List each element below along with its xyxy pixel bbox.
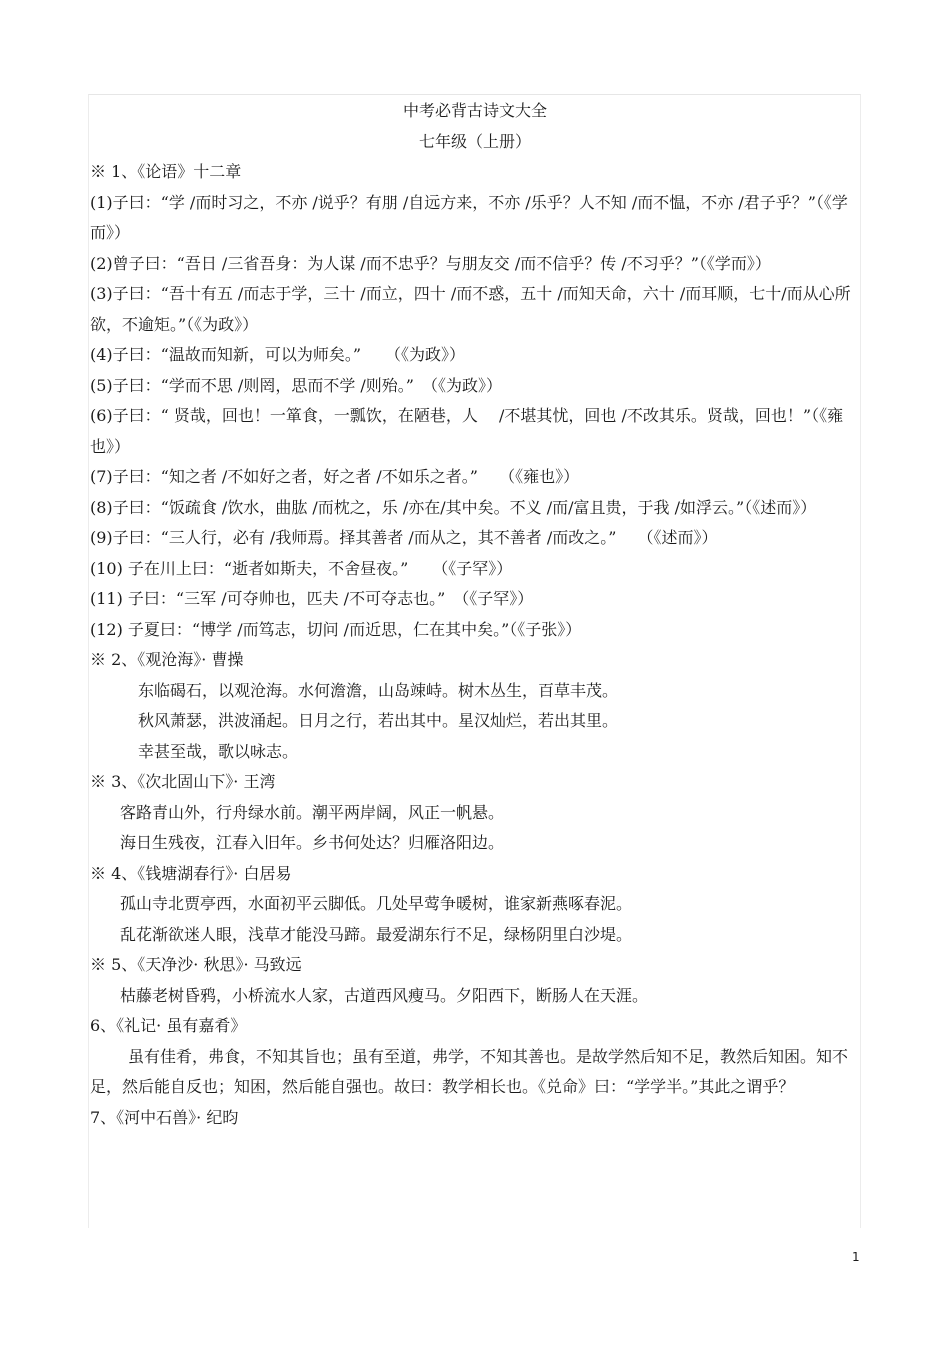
- poem-line: 秋风萧瑟，洪波涌起。日月之行，若出其中。星汉灿烂，若出其里。: [138, 711, 619, 730]
- page-number: 1: [852, 1250, 860, 1264]
- text-line: (2)曾子曰：“吾日 /三省吾身：为人谋 /而不忠乎？与朋友交 /而不信乎？传 /不习乎？”（《学而》）: [90, 253, 771, 273]
- page-title: 中考必背古诗文大全: [402, 101, 547, 120]
- poem-line: 枯藤老树昏鸦，小桥流水人家，古道西风瘦马。夕阳西下，断肠人在天涯。: [120, 985, 649, 1005]
- section-heading: ※ 4、《钱塘湖春行》· 白居易: [90, 863, 292, 883]
- text-line: (10) 子在川上曰：“逝者如斯夫，不舍昼夜。” （《子罕》）: [90, 558, 513, 578]
- poem-line: 幸甚至哉，歌以咏志。: [138, 741, 299, 761]
- section-heading: ※ 3、《次北固山下》· 王湾: [90, 772, 276, 791]
- text-line: (8)子曰：“饭疏食 /饮水，曲肱 /而枕之，乐 /亦在/其中矣。不义 /而/富且贵，于我 /如浮云。”（《述而》）: [90, 497, 817, 517]
- section-heading: 6、《礼记· 虽有嘉肴》: [90, 1016, 247, 1035]
- poem-line: 海日生残夜，江春入旧年。乡书何处达？归雁洛阳边。: [120, 833, 505, 852]
- poem-line: 孤山寺北贾亭西，水面初平云脚低。几处早莺争暖树，谁家新燕啄春泥。: [120, 894, 633, 913]
- text-line: (9)子曰：“三人行，必有 /我师焉。择其善者 /而从之，其不善者 /而改之。” （《述而》）: [90, 528, 718, 547]
- text-line: (7)子曰：“知之者 /不如好之者，好之者 /不如乐之者。” （《雍也》）: [90, 467, 580, 486]
- section-heading: ※ 5、《天净沙· 秋思》· 马致远: [90, 955, 302, 974]
- text-line: (3)子曰：“吾十有五 /而志于学，三十 /而立，四十 /而不惑，五十 /而知天命，六十 /而耳顺，七十/而从心所欲，不逾矩。”（《为政》）: [90, 284, 851, 334]
- poem-line: 客路青山外，行舟绿水前。潮平两岸阔，风正一帆悬。: [120, 802, 505, 822]
- page-subtitle: 七年级（上册）: [418, 131, 531, 151]
- text-line: (6)子曰：“ 贤哉，回也！一箪食，一瓢饮，在陋巷，人 /不堪其忧，回也 /不改其乐。贤哉，回也！”（《雍也》）: [90, 406, 844, 456]
- document-body: [90, 96, 860, 1133]
- text-line: (4)子曰：“温故而知新，可以为师矣。” （《为政》）: [90, 345, 466, 364]
- poem-line: 东临碣石，以观沧海。水何澹澹，山岛竦峙。树木丛生，百草丰茂。: [138, 680, 619, 700]
- text-line: (12) 子夏曰：“博学 /而笃志，切问 /而近思，仁在其中矣。”（《子张》）: [90, 619, 582, 639]
- text-line: (11) 子曰：“三军 /可夺帅也，匹夫 /不可夺志也。” （《子罕》）: [90, 589, 534, 608]
- text-line: (5)子曰：“学而不思 /则罔，思而不学 /则殆。” （《为政》）: [90, 375, 502, 395]
- section-heading: ※ 2、《观沧海》· 曹操: [90, 650, 244, 669]
- prose-paragraph: 虽有佳肴，弗食，不知其旨也；虽有至道，弗学，不知其善也。是故学然后知不足，教然后知困。知不足，然后能自反也；知困，然后能自强也。故曰：教学相长也。《兑命》曰：“学学半。”其此之谓乎？: [90, 1046, 849, 1096]
- text-line: (1)子曰：“学 /而时习之，不亦 /说乎？有朋 /自远方来，不亦 /乐乎？人不知 /而不愠，不亦 /君子乎？”（《学而》）: [90, 192, 848, 242]
- section-heading: 7、《河中石兽》· 纪昀: [90, 1107, 239, 1127]
- section-heading: ※ 1、《论语》十二章: [90, 162, 242, 181]
- poem-line: 乱花渐欲迷人眼，浅草才能没马蹄。最爱湖东行不足，绿杨阴里白沙堤。: [120, 924, 633, 944]
